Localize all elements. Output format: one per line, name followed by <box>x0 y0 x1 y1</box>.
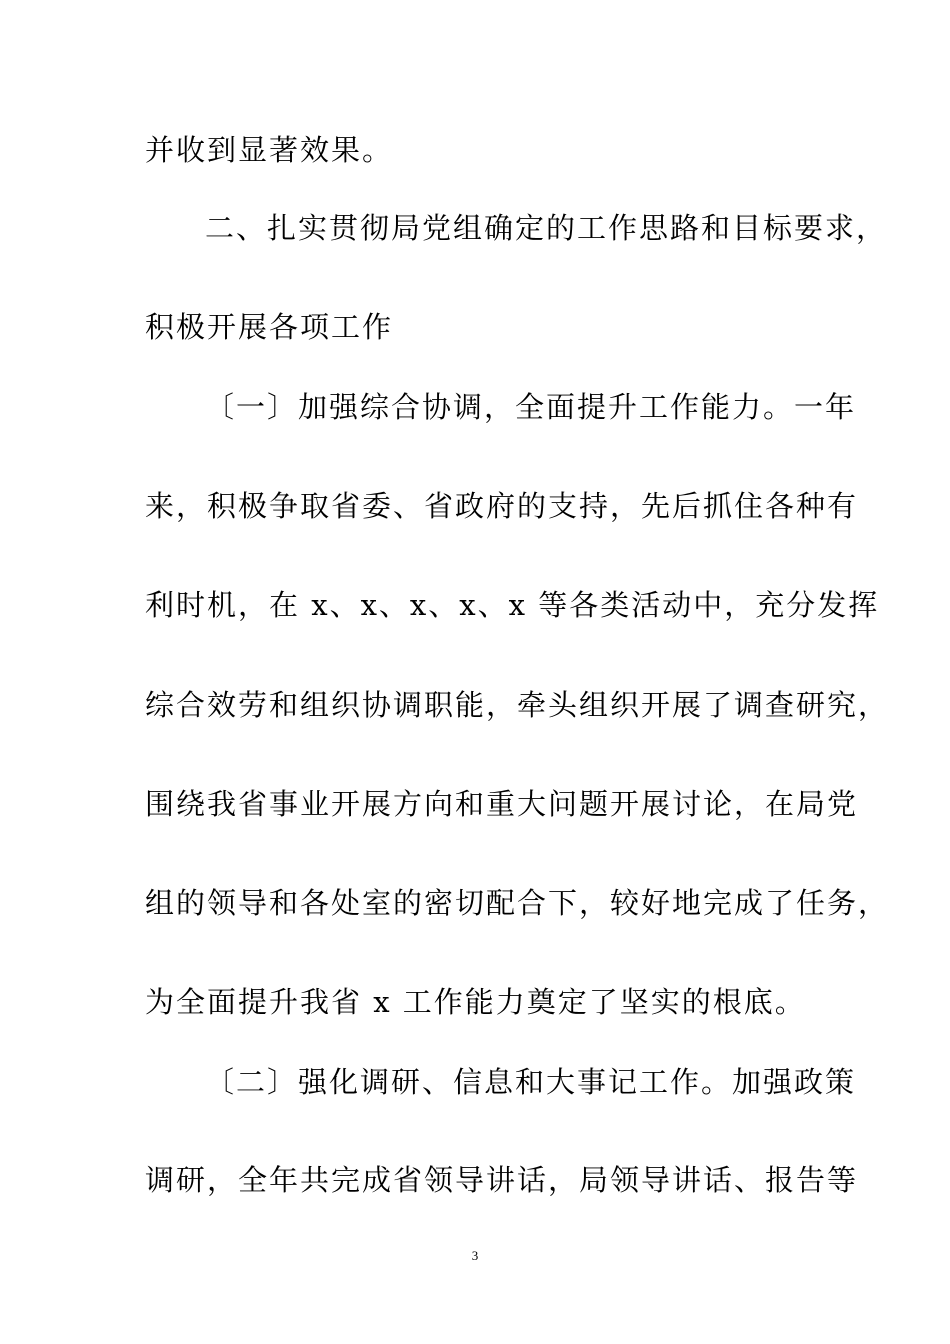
section-heading-line: 二、扎实贯彻局党组确定的工作思路和目标要求， <box>205 211 888 245</box>
section-heading-line: 积极开展各项工作 <box>145 310 394 344</box>
body-line: 为全面提升我省 x 工作能力奠定了坚实的根底。 <box>145 985 806 1019</box>
body-line: 利时机，在 x、x、x、x、x 等各类活动中，充分发挥 <box>145 588 880 622</box>
body-line: 调研，全年共完成省领导讲话，局领导讲话、报告等 <box>145 1163 859 1197</box>
body-line: 来，积极争取省委、省政府的支持，先后抓住各种有 <box>145 489 859 523</box>
subsection-heading-line: 〔一〕加强综合协调，全面提升工作能力。一年 <box>205 390 857 424</box>
subsection-heading-line: 〔二〕强化调研、信息和大事记工作。加强政策 <box>205 1065 857 1099</box>
body-line: 围绕我省事业开展方向和重大问题开展讨论，在局党 <box>145 787 859 821</box>
page-number: 3 <box>471 1248 479 1263</box>
body-line: 组的领导和各处室的密切配合下，较好地完成了任务， <box>145 886 890 920</box>
body-line: 并收到显著效果。 <box>145 133 394 167</box>
body-line: 综合效劳和组织协调职能，牵头组织开展了调查研究， <box>145 688 890 722</box>
